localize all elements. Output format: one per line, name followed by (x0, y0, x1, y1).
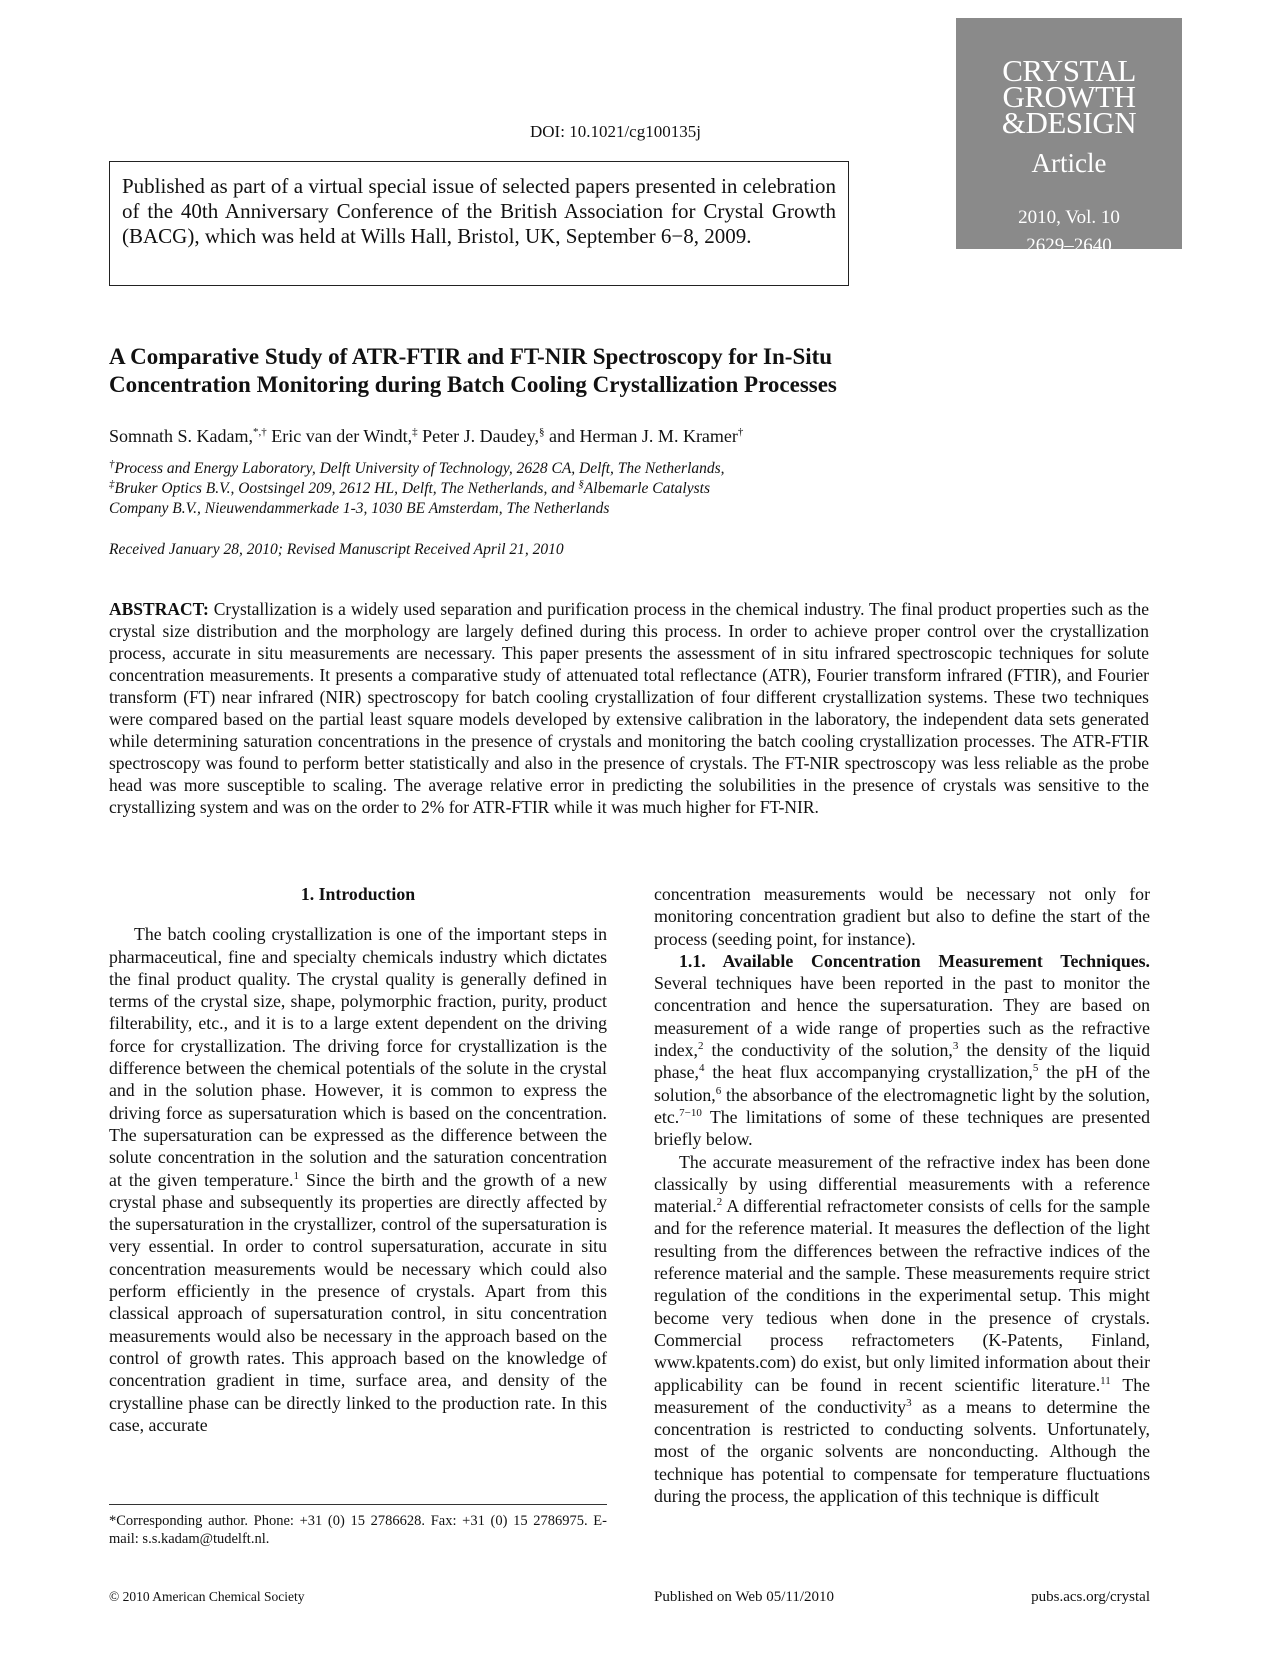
text-run: the heat flux accompanying crystallization, (704, 1062, 1033, 1083)
title-line-1: A Comparative Study of ATR-FTIR and FT-NIR Spectroscopy for In-Situ (109, 344, 833, 369)
text-run: The limitations of some of these techniques are presented briefly below. (654, 1106, 1150, 1150)
author-4-mark: † (737, 426, 744, 438)
doi-line: DOI: 10.1021/cg100135j (530, 122, 701, 141)
citation-ref: 3 (952, 1040, 959, 1053)
journal-name-line1: CRYSTAL (1002, 53, 1136, 88)
received-dates: Received January 28, 2010; Revised Manuscript Received April 21, 2010 (109, 541, 564, 558)
author-list (109, 426, 743, 447)
text-run: The accurate measurement of the refractive index has been done classically by using differential measurements with a reference material. (654, 1151, 1150, 1217)
affiliation-2-mark: ‡ (109, 477, 115, 490)
subsection-heading: 1.1. Available Concentration Measurement Techniques. (679, 950, 1150, 971)
journal-badge (956, 18, 1182, 256)
citation-ref: 5 (1032, 1062, 1039, 1075)
affiliations (109, 459, 869, 519)
author-3-mark: § (538, 426, 545, 438)
author-1-mark: *,† (253, 426, 267, 438)
text-run: the pH of the solution, (654, 1062, 1150, 1105)
text-run: The measurement of the conductivity (654, 1374, 1150, 1417)
citation-ref: 6 (715, 1084, 722, 1097)
techniques-paragraph (654, 950, 1150, 1151)
author-1: Somnath S. Kadam, (109, 426, 253, 446)
author-3: Peter J. Daudey, (417, 426, 539, 446)
affiliation-2: Bruker Optics B.V., Oostsingel 209, 2612 HL, Delft, The Netherlands, and (114, 480, 579, 497)
intro-paragraph (109, 923, 607, 1436)
affiliation-3-mark: § (578, 477, 584, 490)
left-column (109, 883, 607, 1436)
citation-ref: 11 (1100, 1374, 1111, 1387)
corresponding-author-footnote: *Corresponding author. Phone: +31 (0) 15 2786628. Fax: +31 (0) 15 2786975. E-mail: s.s.kadam@tudelft.nl. (109, 1513, 607, 1547)
publication-date: Published on Web 05/11/2010 (654, 1589, 835, 1605)
intro-text-b: Since the birth and the growth of a new crystal phase and subsequently its properties are directly affected by the supersaturation in the crystallizer, control of the supersaturation is very essential. In order to control supersaturation, accurate in situ concentration measurements would be necessary which could also perform efficiently in the presence of crystals. Apart from this classical approach of supersaturation control, in situ concentration measurements would also be necessary in the approach based on the control of growth rates. This approach based on the knowledge of concentration gradient in time, surface area, and density of the crystalline phase can be directly linked to the production rate. In this case, accurate (109, 1169, 607, 1435)
text-run: the conductivity of the solution, (703, 1040, 953, 1061)
refractive-index-paragraph (654, 1151, 1150, 1508)
paper-title (109, 343, 909, 399)
article-type: Article (1031, 148, 1107, 178)
intro-text-a: The batch cooling crystallization is one of the important steps in pharmaceutical, fine and specialty chemicals industry which dictates the final product quality. The crystal quality is generally defined in terms of the crystal size, shape, polymorphic fraction, purity, product filterability, etc., and it is to a large extent dependent on the driving force for crystallization. The driving force for crystallization is the difference between the chemical potentials of the solute in the crystal and in the solution phase. However, it is common to express the driving force as supersaturation which is based on the concentration. The supersaturation can be expressed as the difference between the solute concentration in the solution and the saturation concentration at the given temperature. (109, 924, 607, 1190)
journal-name-line2: GROWTH (1002, 79, 1136, 114)
author-2-mark: ‡ (412, 426, 418, 438)
citation-ref: 2 (697, 1040, 704, 1053)
right-column (654, 883, 1150, 1507)
citation-ref: 4 (698, 1062, 705, 1075)
text-run: the absorbance of the electromagnetic light by the solution, etc. (654, 1084, 1150, 1127)
text-run: Several techniques have been reported in the past to monitor the concentration and hence the supersaturation. They are based on measurement of a wide range of properties such as the refractive index, (654, 973, 1150, 1061)
author-4: and Herman J. M. Kramer (544, 426, 738, 446)
abstract-label: ABSTRACT: (109, 599, 209, 619)
abstract-text: Crystallization is a widely used separation and purification process in the chemical industry. The final product properties such as the crystal size distribution and the morphology are largely defined during this process. In order to achieve proper control over the crystallization process, accurate in situ measurements are necessary. This paper presents the assessment of in situ infrared spectroscopic techniques for solute concentration measurements. It presents a comparative study of attenuated total reflectance (ATR), Fourier transform infrared (FTIR), and Fourier transform (FT) near infrared (NIR) spectroscopy for batch cooling crystallization of four different crystallization systems. These two techniques were compared based on the partial least square models developed by extensive calibration in the laboratory, the independent data sets generated while determining saturation concentrations in the presence of crystals and monitoring the batch cooling crystallization processes. The ATR-FTIR spectroscopy was found to perform better statistically and also in the presence of crystals. The FT-NIR spectroscopy was less reliable as the probe head was more susceptible to scaling. The average relative error in predicting the solubilities in the presence of crystals was sensitive to the crystallizing system and was on the order to 2% for ATR-FTIR while it was much higher for FT-NIR. (109, 599, 1149, 817)
continued-paragraph: concentration measurements would be necessary not only for monitoring concentration gradient but also to define the start of the process (seeding point, for instance). (654, 884, 1150, 949)
copyright-notice: © 2010 American Chemical Society (109, 1589, 305, 1604)
affiliation-line-3: Company B.V., Nieuwendammerkade 1-3, 1030 BE Amsterdam, The Netherlands (109, 500, 610, 517)
citation-ref: 7−10 (679, 1107, 702, 1120)
section-heading: 1. Introduction (300, 884, 416, 904)
title-line-2: Concentration Monitoring during Batch Cooling Crystallization Processes (109, 372, 837, 397)
affiliation-line-1 (109, 459, 869, 479)
author-2: Eric van der Windt, (266, 426, 413, 446)
affiliation-1: Process and Energy Laboratory, Delft University of Technology, 2628 CA, Delft, The Netherlands, (114, 460, 725, 477)
year-volume: 2010, Vol. 10 (1018, 207, 1120, 228)
virtual-issue-box: Published as part of a virtual special issue of selected papers presented in celebration of the 40th Anniversary Conference of the British Association for Crystal Growth (BACG), which was held at Wills Hall, Bristol, UK, September 6−8, 2009. (109, 161, 849, 286)
affiliation-3: Albemarle Catalysts (583, 480, 710, 497)
journal-website: pubs.acs.org/crystal (1031, 1589, 1150, 1605)
abstract (109, 598, 1149, 818)
footnote-rule (109, 1504, 607, 1505)
citation-ref: 2 (716, 1196, 723, 1209)
affiliation-1-mark: † (109, 457, 115, 470)
page-range: 2629–2640 (1026, 235, 1112, 256)
text-run: as a means to determine the concentration is restricted to conducting solvents. Unfortunately, most of the organic solvents are nonconducting. Although the technique has potential to compensate for temperature fluctuations during the process, the application of this technique is difficult (654, 1396, 1150, 1507)
citation-ref: 1 (293, 1169, 299, 1182)
text-run: the density of the liquid phase, (654, 1040, 1151, 1083)
citation-ref: 3 (906, 1396, 912, 1409)
affiliation-line-2 (109, 479, 869, 499)
journal-name-line3: &DESIGN (1001, 105, 1137, 140)
journal-name (956, 18, 1182, 140)
text-run: A differential refractometer consists of cells for the sample and for the reference material. It measures the deflection of the light resulting from the differences between the refractive indices of the reference material and the sample. These measurements require strict regulation of the conditions in the experimental setup. This might become very tedious when done in the presence of crystals. Commercial process refractometers (K-Patents, Finland, www.kpatents.com) do exist, but only limited information about their applicability can be found in recent scientific literature. (654, 1196, 1150, 1395)
